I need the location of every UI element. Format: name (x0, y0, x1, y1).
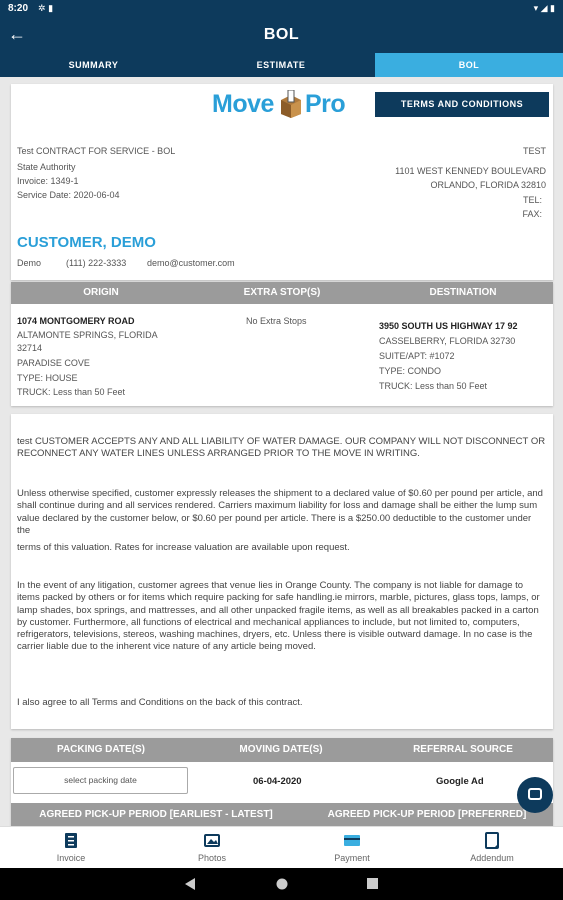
customer-email: demo@customer.com (147, 258, 235, 268)
box-logo-icon (278, 90, 304, 118)
terms-card (11, 414, 553, 729)
signal-icon: ◢ (540, 3, 548, 13)
extra-stops-header: EXTRA STOP(S) (243, 287, 321, 298)
origin-place: PARADISE COVE (17, 358, 90, 368)
origin-city: ALTAMONTE SPRINGS, FLORIDA (17, 330, 158, 340)
state-authority: State Authority (17, 162, 76, 172)
wifi-icon: ▾ (533, 3, 539, 13)
moving-dates-header: MOVING DATE(S) (239, 744, 323, 755)
photos-icon (204, 832, 220, 849)
destination-header: DESTINATION (429, 287, 497, 298)
chat-icon (528, 788, 542, 800)
destination-suite: SUITE/APT: #1072 (379, 351, 455, 361)
company-address-1: 1101 WEST KENNEDY BOULEVARD (395, 166, 546, 176)
origin-zip: 32714 (17, 343, 43, 353)
status-bar (0, 0, 563, 18)
status-left-icons (38, 3, 53, 14)
referral-source-value: Google Ad (436, 776, 484, 787)
invoice-number: Invoice: 1349-1 (17, 176, 79, 186)
customer-phone: (111) 222-3333 (66, 258, 127, 268)
nav-addendum[interactable]: Addendum (452, 827, 532, 869)
tab-estimate[interactable]: ESTIMATE (256, 60, 306, 70)
status-right-icons (534, 3, 555, 14)
pickup-period-header-bar (11, 803, 553, 826)
nav-payment[interactable]: Payment (312, 827, 392, 869)
system-nav-bar (0, 868, 563, 900)
destination-city: CASSELBERRY, FLORIDA 32730 (379, 336, 516, 346)
sim-icon: ▮ (48, 3, 54, 13)
valuation-paragraph-end: terms of this valuation. Rates for increase valuation are available upon request. (17, 542, 350, 553)
destination-type: TYPE: CONDO (379, 366, 442, 376)
route-header-bar (11, 282, 553, 304)
addendum-icon (484, 832, 500, 849)
company-tel: TEL: (522, 195, 542, 205)
company-name: TEST (522, 146, 546, 156)
company-fax: FAX: (522, 209, 542, 219)
pickup-earliest-latest-header: AGREED PICK-UP PERIOD [EARLIEST - LATEST] (39, 809, 273, 820)
destination-street: 3950 SOUTH US HIGHWAY 17 92 (379, 321, 518, 331)
chat-button[interactable] (517, 777, 553, 813)
water-damage-paragraph: test CUSTOMER ACCEPTS ANY AND ALL LIABILITY OF WATER DAMAGE. OUR COMPANY WILL NOT DISCONNECT OR RECONNECT ANY WATER LINES UNLESS ARRANGED PRIOR TO THE MOVE IN WRITING. (17, 436, 546, 460)
origin-street: 1074 MONTGOMERY ROAD (17, 316, 135, 326)
origin-header: ORIGIN (83, 287, 119, 298)
terms-and-conditions-button[interactable]: TERMS AND CONDITIONS (375, 92, 549, 117)
litigation-paragraph: In the event of any litigation, customer agrees that venue lies in Orange County. The company is not liable for damage to items packed by others or for items which require packing for safe handling.ie mirrors, marble, pictures, glass tops, lamps, or lamp shades, box springs, and mattresses, and all other unpacked fragile items, as well as all breakables packed in a carton by customer. Furthermore, all functions of electrical and mechanical appliances to include, but not limited to, computers, refrigerators, televisions, stereos, washing machines, dryers, etc. Unless there is visible outward damage. In no case is the carrier liable due to the inherent vice nature of any article being moved. (17, 580, 540, 653)
nav-invoice[interactable]: Invoice (31, 827, 111, 869)
tab-bol[interactable]: BOL (375, 53, 563, 77)
page-title: BOL (263, 26, 300, 43)
dates-header-bar (11, 738, 553, 762)
select-packing-date-button[interactable]: select packing date (13, 767, 188, 794)
company-address-2: ORLANDO, FLORIDA 32810 (430, 180, 546, 190)
battery-icon: ▮ (550, 3, 555, 13)
valuation-paragraph: Unless otherwise specified, customer expressly releases the shipment to a declared value of $0.60 per pound per article, and shall continue during and all services rendered. Carriers maximum liability for loss and damage shall be either the lump sum value declared by the customer below, or $0.60 per pound per article. There is a $250.00 deductible to the customer under the (17, 488, 543, 536)
contract-title: Test CONTRACT FOR SERVICE - BOL (17, 146, 176, 156)
origin-truck: TRUCK: Less than 50 Feet (17, 387, 126, 397)
app-bar (0, 18, 563, 53)
agreement-paragraph: I also agree to all Terms and Conditions on the back of this contract. (17, 697, 303, 708)
movepro-logo: Move Pro (212, 90, 346, 118)
tab-summary[interactable]: SUMMARY (68, 60, 119, 70)
nav-photos[interactable]: Photos (172, 827, 252, 869)
system-home-icon[interactable] (276, 878, 288, 890)
extra-stops-value: No Extra Stops (246, 316, 307, 326)
destination-truck: TRUCK: Less than 50 Feet (379, 381, 488, 391)
payment-icon (344, 832, 360, 849)
status-time: 8:20 (8, 3, 29, 14)
referral-source-header: REFERRAL SOURCE (413, 744, 513, 755)
bottom-nav (0, 826, 563, 868)
back-arrow-icon[interactable]: ← (8, 24, 26, 44)
origin-type: TYPE: HOUSE (17, 373, 78, 383)
settings-icon: ✲ (38, 3, 46, 13)
customer-first-name: Demo (17, 258, 42, 268)
system-back-icon[interactable] (185, 878, 195, 890)
moving-date-value: 06-04-2020 (253, 776, 302, 787)
service-date: Service Date: 2020-06-04 (17, 190, 120, 200)
tab-bar (0, 53, 563, 77)
pickup-preferred-header: AGREED PICK-UP PERIOD [PREFERRED] (327, 809, 527, 820)
system-recents-icon[interactable] (367, 878, 378, 889)
packing-dates-header: PACKING DATE(S) (57, 744, 145, 755)
invoice-icon (63, 832, 79, 849)
customer-name: CUSTOMER, DEMO (17, 234, 156, 251)
